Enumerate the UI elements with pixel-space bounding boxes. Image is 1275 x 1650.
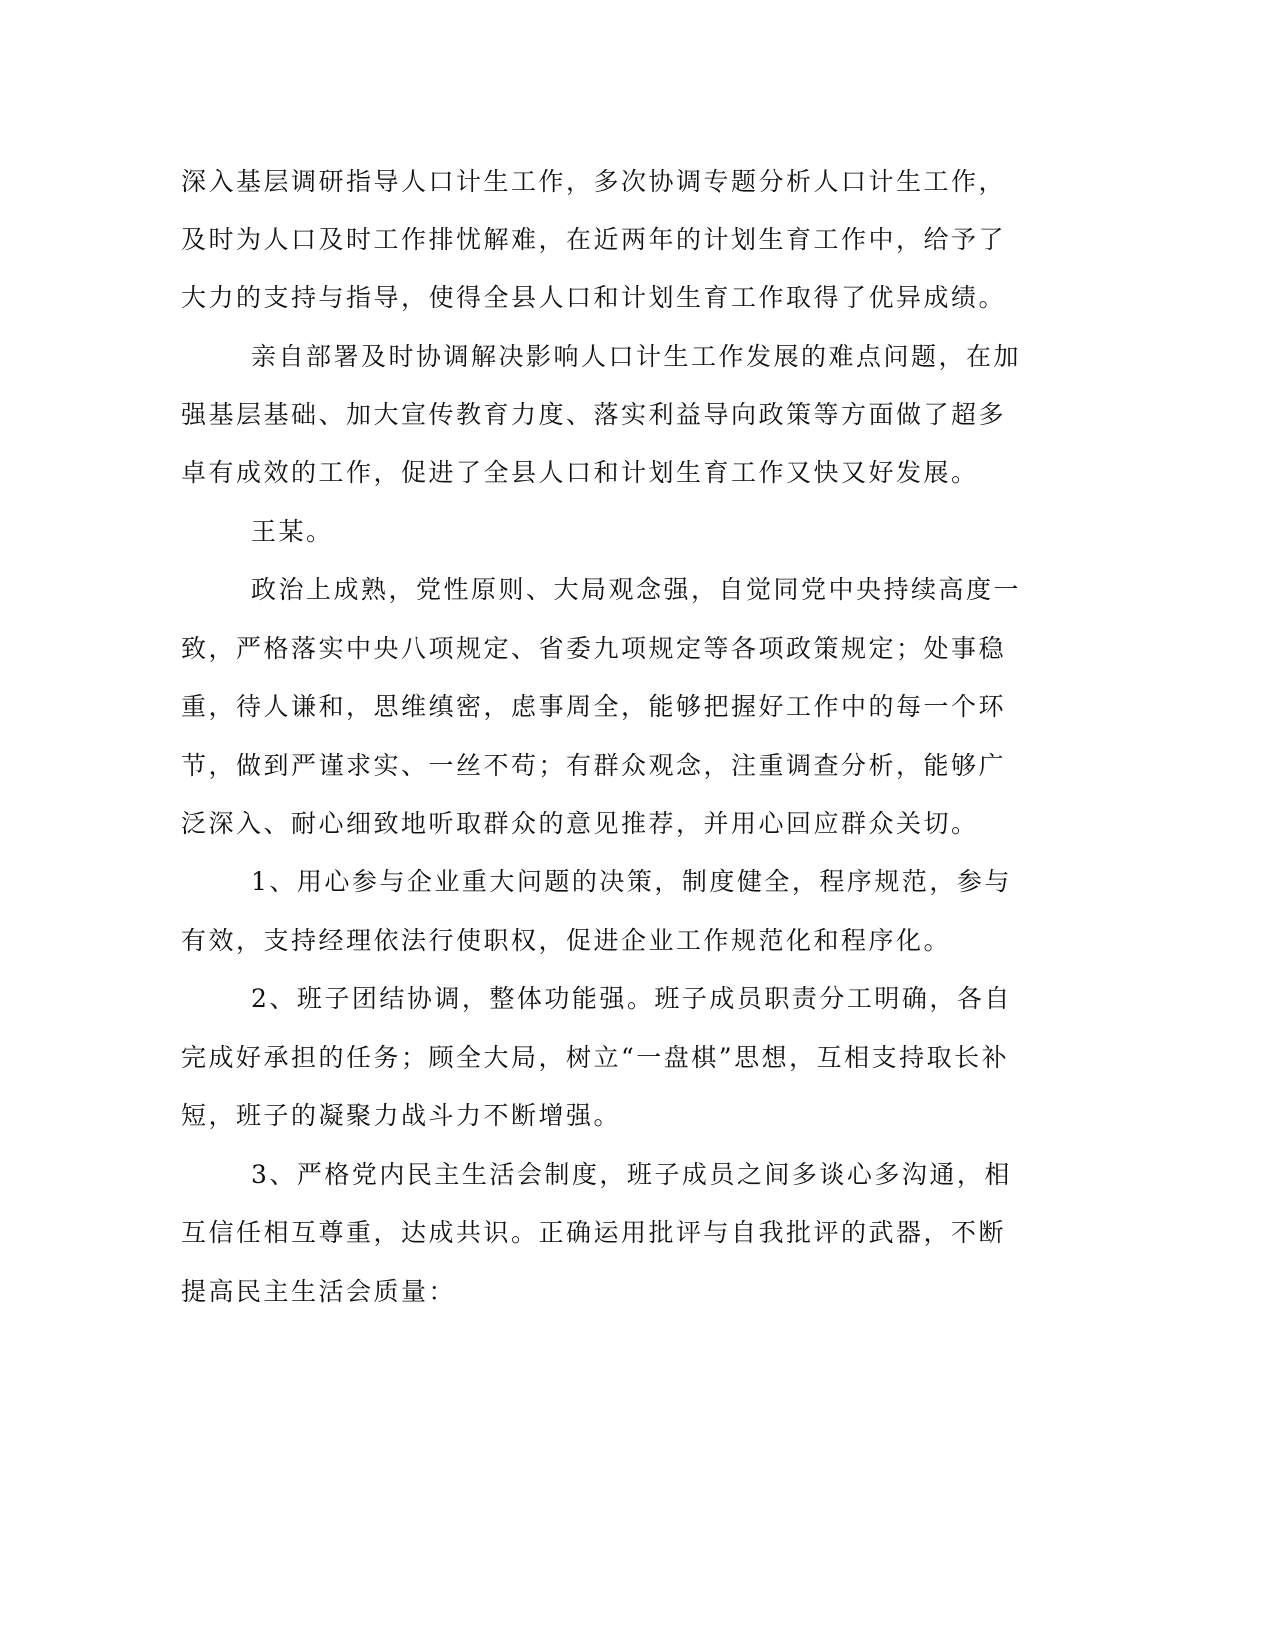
- text-line: 短，班子的凝聚力战斗力不断增强。: [181, 1101, 622, 1130]
- text-line: 卓有成效的工作，促进了全县人口和计划生育工作又快又好发展。: [181, 458, 979, 487]
- text-line: 及时为人口及时工作排忧解难，在近两年的计划生育工作中，给予了: [181, 225, 1007, 254]
- text-line: 3、严格党内民主生活会制度，班子成员之间多谈心多沟通，相: [251, 1160, 1012, 1189]
- text-line: 节，做到严谨求实、一丝不苟；有群众观念，注重调查分析，能够广: [181, 751, 1007, 780]
- text-line: 有效，支持经理依法行使职权，促进企业工作规范化和程序化。: [181, 926, 952, 955]
- text-line: 重，待人谦和，思维缜密，虑事周全，能够把握好工作中的每一个环: [181, 692, 1007, 721]
- text-line: 泛深入、耐心细致地听取群众的意见推荐，并用心回应群众关切。: [181, 809, 979, 838]
- text-line: 提高民主生活会质量：: [181, 1277, 457, 1306]
- text-line: 王某。: [251, 517, 334, 546]
- text-line: 致，严格落实中央八项规定、省委九项规定等各项政策规定；处事稳: [181, 634, 1007, 663]
- text-line: 亲自部署及时协调解决影响人口计生工作发展的难点问题，在加: [251, 342, 1022, 371]
- text-line: 强基层基础、加大宣传教育力度、落实利益导向政策等方面做了超多: [181, 400, 1007, 429]
- text-line: 2、班子团结协调，整体功能强。班子成员职责分工明确，各自: [251, 984, 1012, 1013]
- text-line: 完成好承担的任务；顾全大局，树立“一盘棋”思想，互相支持取长补: [181, 1043, 1010, 1072]
- text-line: 互信任相互尊重，达成共识。正确运用批评与自我批评的武器，不断: [181, 1218, 1007, 1247]
- text-line: 1、用心参与企业重大问题的决策，制度健全，程序规范，参与: [251, 867, 1012, 896]
- text-line: 政治上成熟，党性原则、大局观念强，自觉同党中央持续高度一: [251, 575, 1022, 604]
- text-line: 深入基层调研指导人口计生工作，多次协调专题分析人口计生工作，: [181, 167, 1007, 196]
- text-line: 大力的支持与指导，使得全县人口和计划生育工作取得了优异成绩。: [181, 283, 1007, 312]
